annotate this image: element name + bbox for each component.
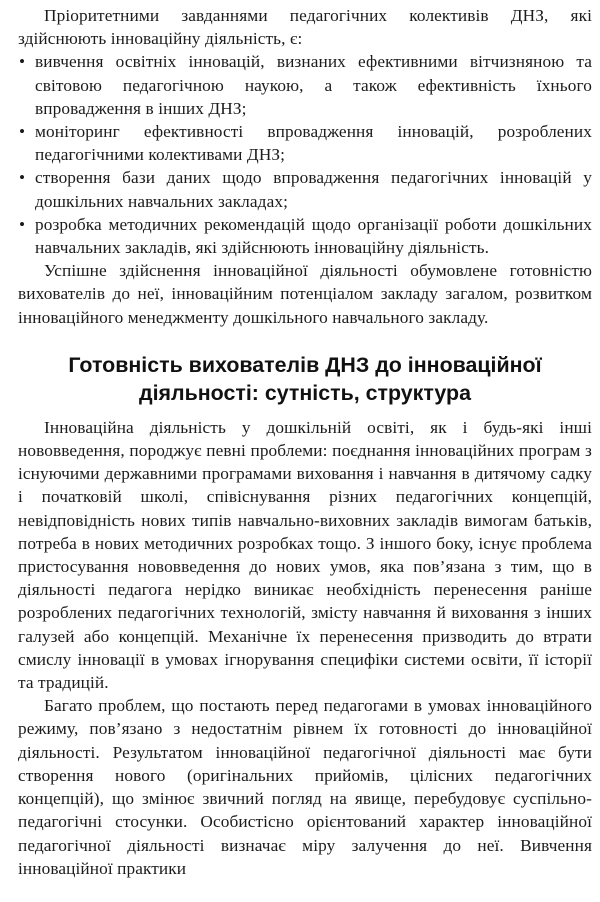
bullet-marker-icon: • [19,122,26,142]
bullet-text: розробка методичних рекомендацій щодо організації роботи дошкільних навчальних закладів, які здійснюють інноваційну діяльність. [35,214,592,258]
bullet-marker-icon: • [19,52,26,72]
bullet-marker-icon: • [19,168,26,188]
intro-paragraph: Пріоритетними завданнями педагогічних колективів ДНЗ, які здійснюють інноваційну діяльність, є: [18,6,592,49]
document-page [18,4,592,900]
bullet-text: вивчення освітніх інновацій, визнаних ефективними вітчизняною та світовою педагогічною наукою, а також ефективність їхнього впровадження в інших ДНЗ; [35,52,592,118]
bullet-item [18,166,592,212]
section-heading-line: Готовність вихователів ДНЗ до інноваційної [68,352,542,377]
section-heading [18,351,592,407]
bullet-marker-icon: • [19,214,26,234]
bullet-text: моніторинг ефективності впровадження інновацій, розроблених педагогічними колективами ДНЗ; [35,122,592,165]
conclusion-paragraph: Успішне здійснення інноваційної діяльності обумовлене готовністю вихователів до неї, інноваційним потенціалом закладу загалом, розвитком інноваційного менеджменту дошкільного навчального закладу. [18,261,592,327]
section-heading-line: діяльності: сутність, структура [139,380,471,405]
bullet-item [18,50,592,120]
body-paragraph: Інноваційна діяльність у дошкільній освіті, як і будь-які інші нововведення, породжує певні проблеми: поєднання інноваційних програм з існуючими державними програмами виховання і навчання в дитячому садку і початковій школі, співіснування різних педагогічних концепцій, невідповідність нових типів навчально-виховних закладів вимогам батьків, потреба в нових методичних розробках тощо. З іншого боку, існує проблема пристосування нововведення до нових умов, яка пов’язана з тим, що в діяльності педагога нерідко виникає необхідність перенесення раніше розроблених педагогічних технологій, змісту навчання й виховання з інших галузей або концепцій. Механічне їх перенесення призводить до втрати смислу інновації в умовах ігнорування специфіки системи освіти, її історії та традицій. [18,417,592,693]
body-paragraph: Багато проблем, що постають перед педагогами в умовах інноваційного режиму, пов’язано з недостатнім рівнем їх готовності до інноваційної діяльності. Результатом інноваційної педагогічної діяльності має бути створення нового (оригінальних прийомів, цілісних педагогічних концепцій), що змінює звичний погляд на явище, перебудовує суспільно-педагогічні стосунки. Особистісно орієнтований характер інноваційної педагогічної діяльності визначає міру залучення до неї. Вивчення інноваційної практики [18,696,592,878]
bullet-item [18,120,592,166]
bullet-item [18,213,592,259]
bullet-text: створення бази даних щодо впровадження педагогічних інновацій у дошкільних навчальних закладах; [35,168,592,211]
tasks-bullet-list [18,50,592,259]
